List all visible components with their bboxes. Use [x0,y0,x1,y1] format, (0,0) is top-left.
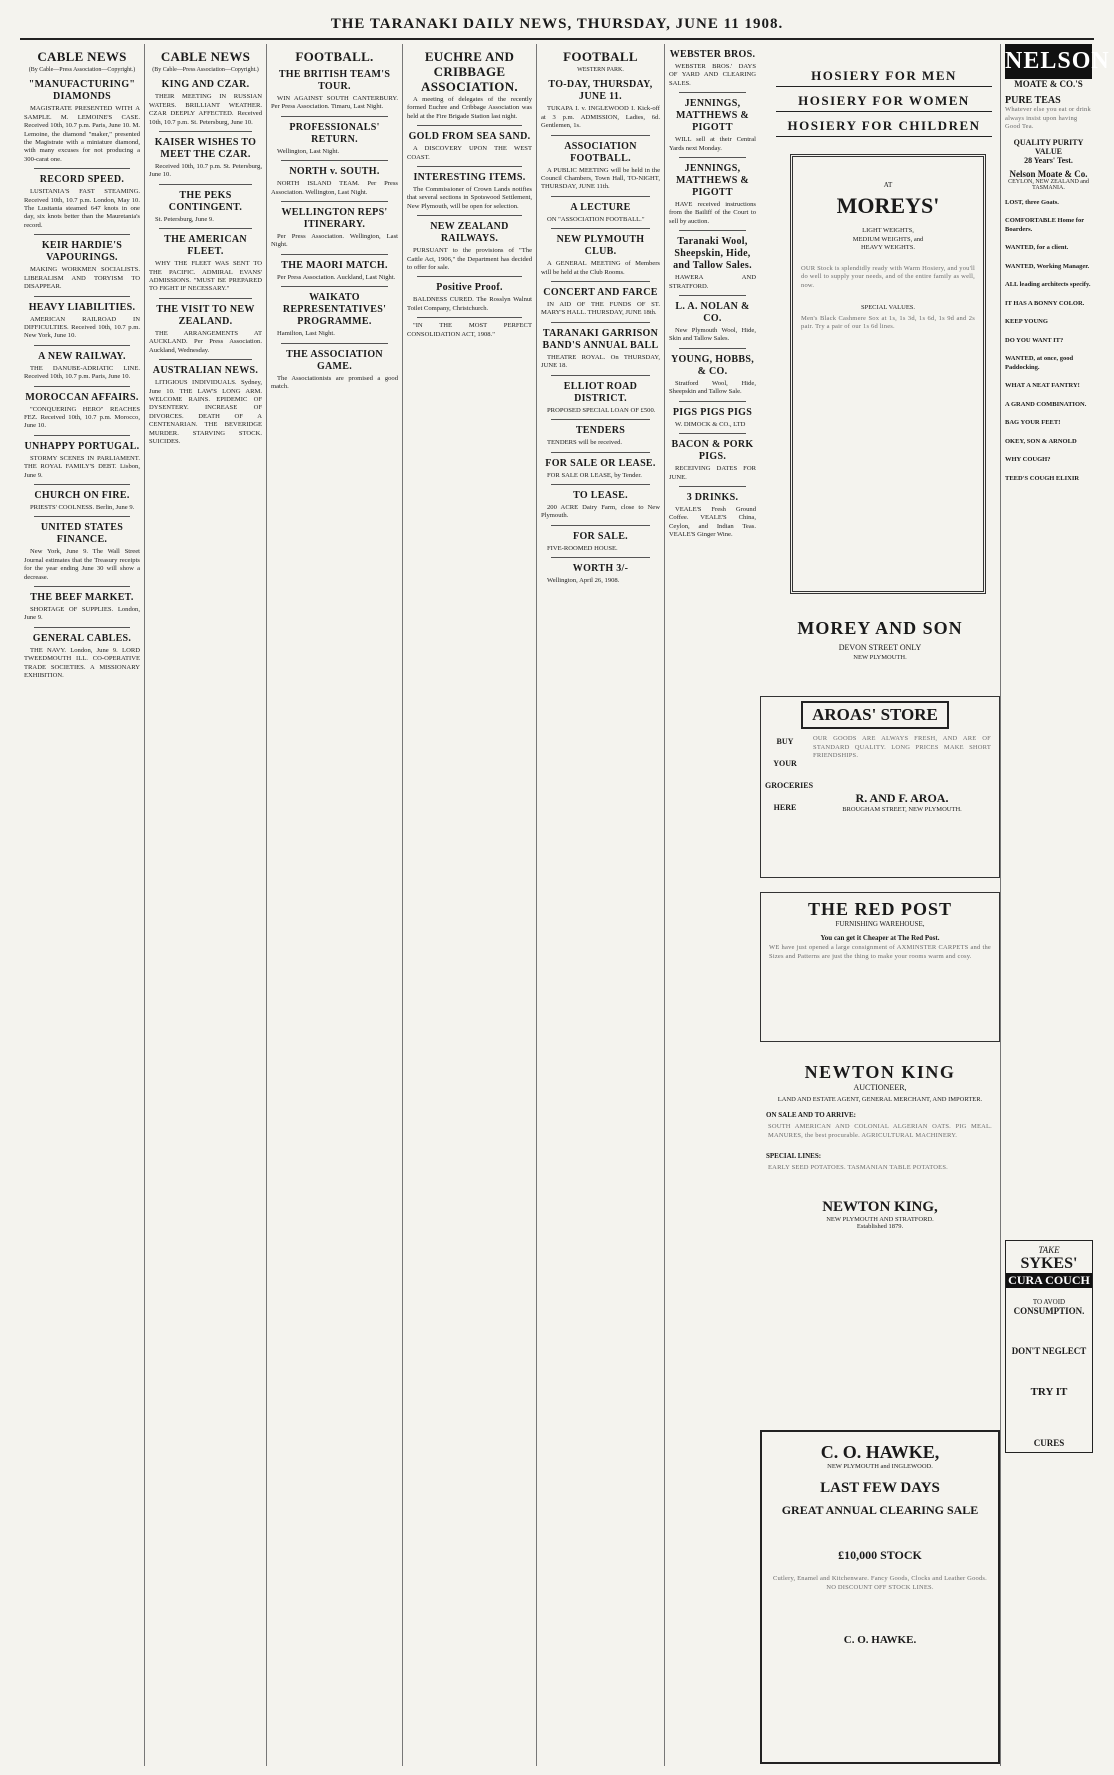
article-divider [159,228,252,229]
article-headline: THE PEKS CONTINGENT. [168,189,243,213]
moreys-line-1: LIGHT WEIGHTS, [862,227,914,234]
article-body: PROPOSED SPECIAL LOAN OF £500. [547,406,656,414]
hosiery-women: HOSIERY FOR WOMEN [776,87,992,112]
article-divider [417,215,522,216]
article-headline: THE ASSOCIATION GAME. [286,348,383,372]
article-divider [679,295,746,296]
article-headline: WAIKATO REPRESENTATIVES' PROGRAMME. [282,292,387,328]
newton-king-line: LAND AND ESTATE AGENT, GENERAL MERCHANT, AND IMPORTER. [777,1096,983,1103]
nelson-sub: MOATE & CO.'S [1014,79,1083,89]
newton-king-role: AUCTIONEER, [853,1083,907,1092]
article-body: TENDERS will be received. [547,439,623,447]
aroas-firm: R. AND F. AROA. [855,790,949,805]
column-heading: FOOTBALL. [295,49,374,64]
small-ad: KEEP YOUNG [1005,318,1048,325]
hawke-foot: C. O. HAWKE. [843,1634,917,1646]
moreys-line-3: HEAVY WEIGHTS. [860,244,916,251]
article-headline: INTERESTING ITEMS. [413,172,526,184]
article-headline: KAISER WISHES TO MEET THE CZAR. [154,137,257,161]
article-divider [551,135,650,136]
article-headline: PROFESSIONALS' RETURN. [289,121,380,145]
newton-king-foot: NEWTON KING, [822,1198,938,1215]
article-headline: YOUNG, HOBBS, & CO. [670,353,755,377]
hosiery-ad [770,62,998,138]
article-divider [551,557,650,558]
small-ad: WHY COUGH? [1005,456,1051,463]
article-divider [679,92,746,93]
article-headline: BACON & PORK PIGS. [671,439,754,463]
article-body: SHORTAGE OF SUPPLIES. London, June 9. [24,606,140,622]
article-headline: GOLD FROM SEA SAND. [408,131,531,143]
column-5 [536,44,664,1766]
article-divider [679,486,746,487]
moreys-name: MOREYS' [836,193,940,218]
article-divider [551,196,650,197]
article-body: RECEIVING DATES FOR JUNE. [669,465,756,481]
article-body: BALDNESS CURED. The Rosslyn Walnut Toilet Company, Christchurch. [407,296,532,312]
sykes-take: TAKE [1038,1245,1060,1255]
article-divider [281,286,388,287]
nelson-quality: QUALITY PURITY VALUE [1013,137,1084,156]
article-body: VEALE'S Fresh Ground Coffee. VEALE'S China, Ceylon, and Indian Teas. VEALE'S Ginger Wine. [669,505,756,539]
aroas-address: BROUGHAM STREET, NEW PLYMOUTH. [842,805,962,813]
article-body: Received 10th, 10.7 p.m. St. Petersburg, June 10. [149,163,262,179]
red-post-tag: You can get it Cheaper at The Red Post. [820,934,940,942]
article-divider [679,348,746,349]
sykes-ad [1005,1240,1093,1453]
article-headline: CHURCH ON FIRE. [34,489,130,501]
sykes-avoid: TO AVOID [1032,1298,1066,1306]
article-body: A meeting of delegates of the recently formed Euchre and Cribbage Association was held at the Fire Brigade Station last night. [407,96,532,120]
small-ad: WANTED, at once, good Paddocking. [1005,355,1074,371]
aroas-side-4: HERE [773,803,797,812]
article-body: HAWERA AND STRATFORD. [669,274,756,290]
column-6 [664,44,760,1766]
moreys-at: AT [883,181,893,189]
article-divider [159,359,252,360]
article-headline: TARANAKI GARRISON BAND'S ANNUAL BALL [542,327,659,351]
small-ad: IT HAS A BONNY COLOR. [1005,299,1085,307]
article-body: PURSUANT to the provisions of "The Cattle Act, 1906," the Department has decided to offer for sale. [407,247,532,272]
article-body: LITIGIOUS INDIVIDUALS. Sydney, June 10. THE LAW'S LONG ARM. WELCOME RAINS. EPIDEMIC OF DYSENTERY. INCREASE OF DIVORCES. DEATH OF A CENTENARIAN. THE BEVERIDGE MURDER. STARVING STOCK. SUICIDES. [149,379,262,445]
article-headline: THE VISIT TO NEW ZEALAND. [156,303,255,327]
article-divider [551,228,650,229]
article-divider [551,281,650,282]
small-ad: A GRAND COMBINATION. [1005,400,1087,408]
article-body: STORMY SCENES IN PARLIAMENT. THE ROYAL FAMILY'S DEBT. Lisbon, June 9. [24,454,140,479]
article-headline: THE BRITISH TEAM'S TOUR. [278,69,391,92]
article-headline: UNITED STATES FINANCE. [40,522,124,546]
article-body: St. Petersburg, June 9. [155,215,214,223]
article-divider [281,254,388,255]
article-body: HAVE received instructions from the Bailiff of the Court to sell by auction. [669,201,756,225]
newton-king-ad: NEWTON KING AUCTIONEER, LAND AND ESTATE AGENT, GENERAL MERCHANT, AND IMPORTER. ON SALE AND TO ARRIVE: SOUTH AMERICAN AND COLONIAL ALGERIAN OATS. PIG MEAL. MANURES, the best procurable. AGRICULTURAL MACHINERY. SPECIAL LINES: EARLY SEED POTATOES. TASMANIAN TABLE POTATOES. NEWTON KING, NEW PLYMOUTH AND STRATFORD. Established 1879. [760,1056,1000,1416]
article-headline: A LECTURE [570,201,631,213]
small-ad: ALL leading architects specify. [1005,281,1091,288]
article-headline: JENNINGS, MATTHEWS & PIGOTT [675,98,750,134]
article-body: "IN THE MOST PERFECT CONSOLIDATION ACT, 1908." [407,322,532,338]
article-headline: KEIR HARDIE'S VAPOURINGS. [41,240,123,264]
column-subheading: (By Cable—Press Association—Copyright.) [152,67,259,73]
column-2 [144,44,266,1766]
nelson-place: CEYLON, NEW ZEALAND and TASMANIA. [1008,178,1089,191]
nelson-teas: PURE TEAS [1005,95,1061,106]
moreys-special: SPECIAL VALUES. [860,304,916,311]
small-ad: COMFORTABLE Home for Boarders. [1005,217,1084,233]
article-body: WILL sell at their Central Yards next Monday. [669,136,756,152]
column-subheading: (By Cable—Press Association—Copyright.) [28,67,136,73]
small-ad: DO YOU WANT IT? [1005,336,1064,344]
article-headline: NEW ZEALAND RAILWAYS. [430,221,509,245]
article-headline: WORTH 3/- [572,563,629,575]
hosiery-children: HOSIERY FOR CHILDREN [776,112,992,137]
morey-son-name: MOREY AND SON [797,618,963,638]
article-headline: GENERAL CABLES. [32,632,132,644]
article-divider [34,234,130,235]
aroas-side-1: BUY [776,737,794,746]
article-headline: L. A. NOLAN & CO. [675,301,750,325]
article-divider [34,386,130,387]
article-divider [551,452,650,453]
aroas-ad: AROAS' STORE BUY YOUR GROCERIES HERE OUR GOODS ARE ALWAYS FRESH, AND ARE OF STANDARD QUALITY. LONG PRICES MAKE SHORT FRIENDSHIPS. R. AND F. AROA. BROUGHAM STREET, NEW PLYMOUTH. [760,696,1000,878]
newton-king-est: Established 1879. [856,1222,904,1230]
article-headline: TENDERS [575,425,626,437]
article-body: The Associationists are promised a good match. [271,374,398,391]
article-body: "CONQUERING HERO" REACHES FEZ. Received 10th, 10.7 p.m. Morocco, June 10. [24,405,140,430]
hosiery-men: HOSIERY FOR MEN [776,62,992,87]
sykes-brand: SYKES' [1020,1255,1078,1272]
article-body: THE DANUBE-ADRIATIC LINE. Received 10th, 10.7 p.m. Paris, June 10. [24,364,140,381]
article-body: A PUBLIC MEETING will be held in the Council Chambers, Town Hall, TO-NIGHT, THURSDAY, JUNE 11th. [541,166,660,191]
article-headline: FOR SALE. [573,530,628,542]
article-headline: FOR SALE OR LEASE. [545,457,656,469]
article-body: WEBSTER BROS.' DAYS OF YARD AND CLEARING SALES. [669,63,756,87]
red-post-ad: THE RED POST FURNISHING WAREHOUSE, You can get it Cheaper at The Red Post. WE have just opened a large consignment of AXMINSTER CARPETS and the Sizes and Patterns are just the thing to make your rooms warm and cosy. [760,892,1000,1042]
article-divider [281,343,388,344]
nelson-column: NELSON MOATE & CO.'S PURE TEAS Whatever else you eat or drink always insist upon having Good Tea. QUALITY PURITY VALUE 28 Years' Test. Nelson Moate & Co. CEYLON, NEW ZEALAND and TASMANIA. LOST, three Goats. COMFORTABLE Home for Boarders. WANTED, for a client. WANTED, Working Manager. ALL leading architects specify. IT HAS A BONNY COLOR. KEEP YOUNG DO YOU WANT IT? WANTED, at once, good Paddocking. WHAT A NEAT FANTRY! A GRAND COMBINATION. BAG YOUR FEET! OKEY, SON & ARNOLD WHY COUGH? TEED'S COUGH ELIXIR TAKE SYKES' CURA COUCH TO AVOID CONSUMPTION. DON'T NEGLECT TRY IT CURES [1000,44,1092,1766]
sykes-try: TRY IT [1030,1386,1068,1398]
article-headline: CONCERT AND FARCE [543,287,658,299]
article-divider [417,317,522,318]
article-body: Per Press Association. Auckland, Last Night. [277,273,396,281]
article-headline: JENNINGS, MATTHEWS & PIGOTT [675,163,750,199]
small-ads-list [1005,199,1092,484]
morey-son-address: DEVON STREET ONLY [838,643,922,652]
article-body: ON "ASSOCIATION FOOTBALL." [547,215,645,223]
article-body: MAGISTRATE PRESENTED WITH A SAMPLE. M. LEMOINE'S CASE. Received 10th, 10.7 p.m. Paris, June 10. M. Lemoine, the diamond "maker," presented the Magistrate with a miniature diamond, with many excuses for not producing a 300-carat one. [24,105,140,163]
moreys-line-2: MEDIUM WEIGHTS, and [852,235,924,243]
article-headline: 3 DRINKS. [686,491,739,503]
article-headline: TO LEASE. [573,489,628,501]
article-body: Per Press Association. Wellington, Last Night. [271,233,398,249]
article-body: The Commissioner of Crown Lands notifies that several sections in Spotswood Settlement, New Plymouth, will be open for selection. [407,186,532,210]
article-body: THE ARRANGEMENTS AT AUCKLAND. Per Press Association. Auckland, Wednesday. [149,329,262,354]
article-headline: NEW PLYMOUTH CLUB. [556,234,645,258]
small-ad: WHAT A NEAT FANTRY! [1005,382,1080,389]
column-heading: FOOTBALL [563,49,638,64]
article-divider [34,516,130,517]
column-heading: CABLE NEWS [160,49,251,64]
small-ad: TEED'S COUGH ELIXIR [1005,474,1080,482]
article-body: IN AID OF THE FUNDS OF ST. MARY'S HALL. THURSDAY, JUNE 18th. [541,301,660,317]
article-headline: AUSTRALIAN NEWS. [152,365,259,377]
column-3 [266,44,402,1766]
article-body: 200 ACRE Dairy Farm, close to New Plymouth. [541,503,660,520]
article-body: FOR SALE OR LEASE, by Tender. [547,471,642,479]
article-divider [551,525,650,526]
hawke-name: C. O. HAWKE, [820,1442,940,1462]
article-divider [159,131,252,132]
article-headline: Taranaki Wool, Sheepskin, Hide, and Tallow Sales. [673,236,752,272]
article-headline: A NEW RAILWAY. [38,350,126,362]
column-heading: CABLE NEWS [37,49,127,64]
article-headline: ELLIOT ROAD DISTRICT. [563,380,638,404]
article-divider [34,484,130,485]
article-headline: MOROCCAN AFFAIRS. [25,391,139,403]
sykes-name: CURA COUCH [1006,1273,1092,1288]
article-divider [159,298,252,299]
sykes-cures: CURES [1033,1438,1065,1448]
article-divider [34,296,130,297]
article-body: THEIR MEETING IN RUSSIAN WATERS. BRILLIANT WEATHER. CZAR DEEPLY AFFECTED. Received 10th, 10.7 p.m. St. Petersburg, June 10. [149,93,262,126]
aroas-side-2: YOUR [773,759,797,768]
newton-king-name: NEWTON KING [804,1062,956,1082]
aroas-side-3: GROCERIES [765,781,814,790]
nelson-test: 28 Years' Test. [1024,155,1073,165]
article-divider [551,375,650,376]
column-1 [20,44,144,1766]
hawke-ad: C. O. HAWKE, NEW PLYMOUTH and INGLEWOOD. LAST FEW DAYS GREAT ANNUAL CLEARING SALE £10,000 STOCK Cutlery, Enamel and Kitchenware. Fancy Goods, Clocks and Leather Goods. NO DISCOUNT OFF STOCK LINES. C. O. HAWKE. [760,1430,1000,1764]
article-body: TUKAPA I. v. INGLEWOOD I. Kick-off at 3 p.m. ADMISSION, Ladies, 6d. Gentlemen, 1s. [541,105,660,130]
article-body: THE NAVY. London, June 9. LORD TWEEDMOUTH ILL. CO-OPERATIVE TRADE SOCIETIES. A MISSIONARY EXHIBITION. [24,646,140,680]
column-heading: EUCHRE AND CRIBBAGE ASSOCIATION. [421,49,518,94]
article-headline: Positive Proof. [436,282,503,294]
article-headline: RECORD SPEED. [39,174,125,186]
masthead: THE TARANAKI DAILY NEWS, THURSDAY, JUNE 11 1908. [20,10,1094,40]
article-body: PRIESTS' COOLNESS. Berlin, June 9. [30,503,135,511]
morey-son-town: NEW PLYMOUTH. [853,654,907,661]
article-divider [281,160,388,161]
article-headline: THE AMERICAN FLEET. [164,234,247,258]
aroas-title: AROAS' STORE [801,701,949,729]
newton-king-special: SPECIAL LINES: [766,1152,822,1160]
article-body: WHY THE FLEET WAS SENT TO THE PACIFIC. ADMIRAL EVANS' ADMISSIONS. "MUST BE PREPARED TO FIGHT IF NECESSARY." [149,260,262,293]
article-headline: ASSOCIATION FOOTBALL. [564,140,637,164]
article-body: NORTH ISLAND TEAM. Per Press Association. Wellington, Last Night. [271,180,398,196]
column-subheading: WESTERN PARK. [577,67,624,73]
small-ad: OKEY, SON & ARNOLD [1005,437,1077,445]
article-body: Stratford Wool, Hide, Sheepskin and Tallow Sale. [669,379,756,396]
article-headline: UNHAPPY PORTUGAL. [24,440,140,452]
article-body: W. DIMOCK & CO., LTD [675,420,746,428]
red-post-sub: FURNISHING WAREHOUSE, [835,920,925,928]
hawke-towns: NEW PLYMOUTH and INGLEWOOD. [827,1463,933,1470]
article-divider [551,322,650,323]
article-body: FIVE-ROOMED HOUSE. [547,544,618,552]
article-divider [551,484,650,485]
article-body: A GENERAL MEETING of Members will be held at the Club Rooms. [541,260,660,276]
article-body: New Plymouth Wool, Hide, Skin and Tallow Sales. [669,327,756,343]
morey-son-ad [760,618,1000,688]
small-ad: WANTED, Working Manager. [1005,262,1090,270]
article-divider [281,201,388,202]
article-headline: "MANUFACTURING" DIAMONDS [28,79,136,103]
article-headline: THE BEEF MARKET. [30,592,134,603]
article-divider [679,401,746,402]
article-divider [417,276,522,277]
article-divider [34,627,130,628]
article-headline: PIGS PIGS PIGS [672,406,753,418]
article-divider [34,168,130,169]
article-divider [679,433,746,434]
sykes-consumption: CONSUMPTION. [1013,1306,1085,1316]
article-divider [34,345,130,346]
article-body: WIN AGAINST SOUTH CANTERBURY. Per Press Association. Timaru, Last Night. [271,95,398,111]
red-post-title: THE RED POST [807,899,953,919]
hawke-stock: £10,000 STOCK [838,1548,922,1562]
article-headline: THE MAORI MATCH. [281,259,388,271]
article-headline: KING AND CZAR. [161,79,250,91]
article-divider [679,157,746,158]
article-body: Wellington, April 26, 1908. [547,577,620,585]
sykes-neglect: DON'T NEGLECT [1011,1346,1087,1356]
article-body: LUSITANIA'S FAST STEAMING. Received 10th, 10.7 p.m. London, May 10. The Lusitania steamed 647 knots in one day, six knots better than the Mauretania's record. [24,188,140,229]
article-divider [679,230,746,231]
article-body: THEATRE ROYAL. On THURSDAY, JUNE 18. [541,353,660,370]
article-headline: NORTH v. SOUTH. [289,166,380,178]
article-headline: WEBSTER BROS. [669,49,756,60]
article-divider [159,184,252,185]
article-divider [34,586,130,587]
article-headline: TO-DAY, THURSDAY, JUNE 11. [548,79,653,103]
article-divider [417,166,522,167]
article-body: Wellington, Last Night. [277,147,340,155]
article-body: MAKING WORKMEN SOCIALISTS. LIBERALISM AND TORYISM TO DISAPPEAR. [24,266,140,291]
small-ad: LOST, three Goats. [1005,198,1059,206]
hawke-last-days: LAST FEW DAYS [820,1480,940,1496]
nelson-logo: NELSON [1005,44,1092,79]
article-divider [281,116,388,117]
article-body: Hamilton, Last Night. [277,330,335,338]
article-divider [34,435,130,436]
nelson-firm: Nelson Moate & Co. [1009,168,1088,179]
article-headline: HEAVY LIABILITIES. [28,301,136,313]
small-ad: WANTED, for a client. [1005,244,1069,251]
article-divider [417,125,522,126]
article-body: AMERICAN RAILROAD IN DIFFICULTIES. Received 10th, 10.7 p.m. New York, June 10. [24,315,140,340]
hawke-sale: GREAT ANNUAL CLEARING SALE [781,1503,979,1517]
article-headline: WELLINGTON REPS' ITINERARY. [281,207,388,231]
newton-king-towns: NEW PLYMOUTH AND STRATFORD. [826,1215,934,1223]
small-ad: BAG YOUR FEET! [1005,419,1061,426]
article-body: A DISCOVERY UPON THE WEST COAST. [407,145,532,161]
moreys-ad: AT MOREYS' LIGHT WEIGHTS, MEDIUM WEIGHTS, and HEAVY WEIGHTS. OUR Stock is splendidly ready with Warm Hosiery, and you'll do well to supply your needs, and of the entire family as well, now. SPECIAL VALUES. Men's Black Cashmere Sox at 1s, 1s 3d, 1s 6d, 1s 9d and 2s pair. Try a pair of our 1s 6d lines. [790,154,986,594]
newton-king-onsale: ON SALE AND TO ARRIVE: [766,1111,856,1119]
column-4 [402,44,536,1766]
article-divider [551,419,650,420]
article-body: New York, June 9. The Wall Street Journal estimates that the Treasury receipts for the year ending June 30 will show a decrease. [24,548,140,581]
